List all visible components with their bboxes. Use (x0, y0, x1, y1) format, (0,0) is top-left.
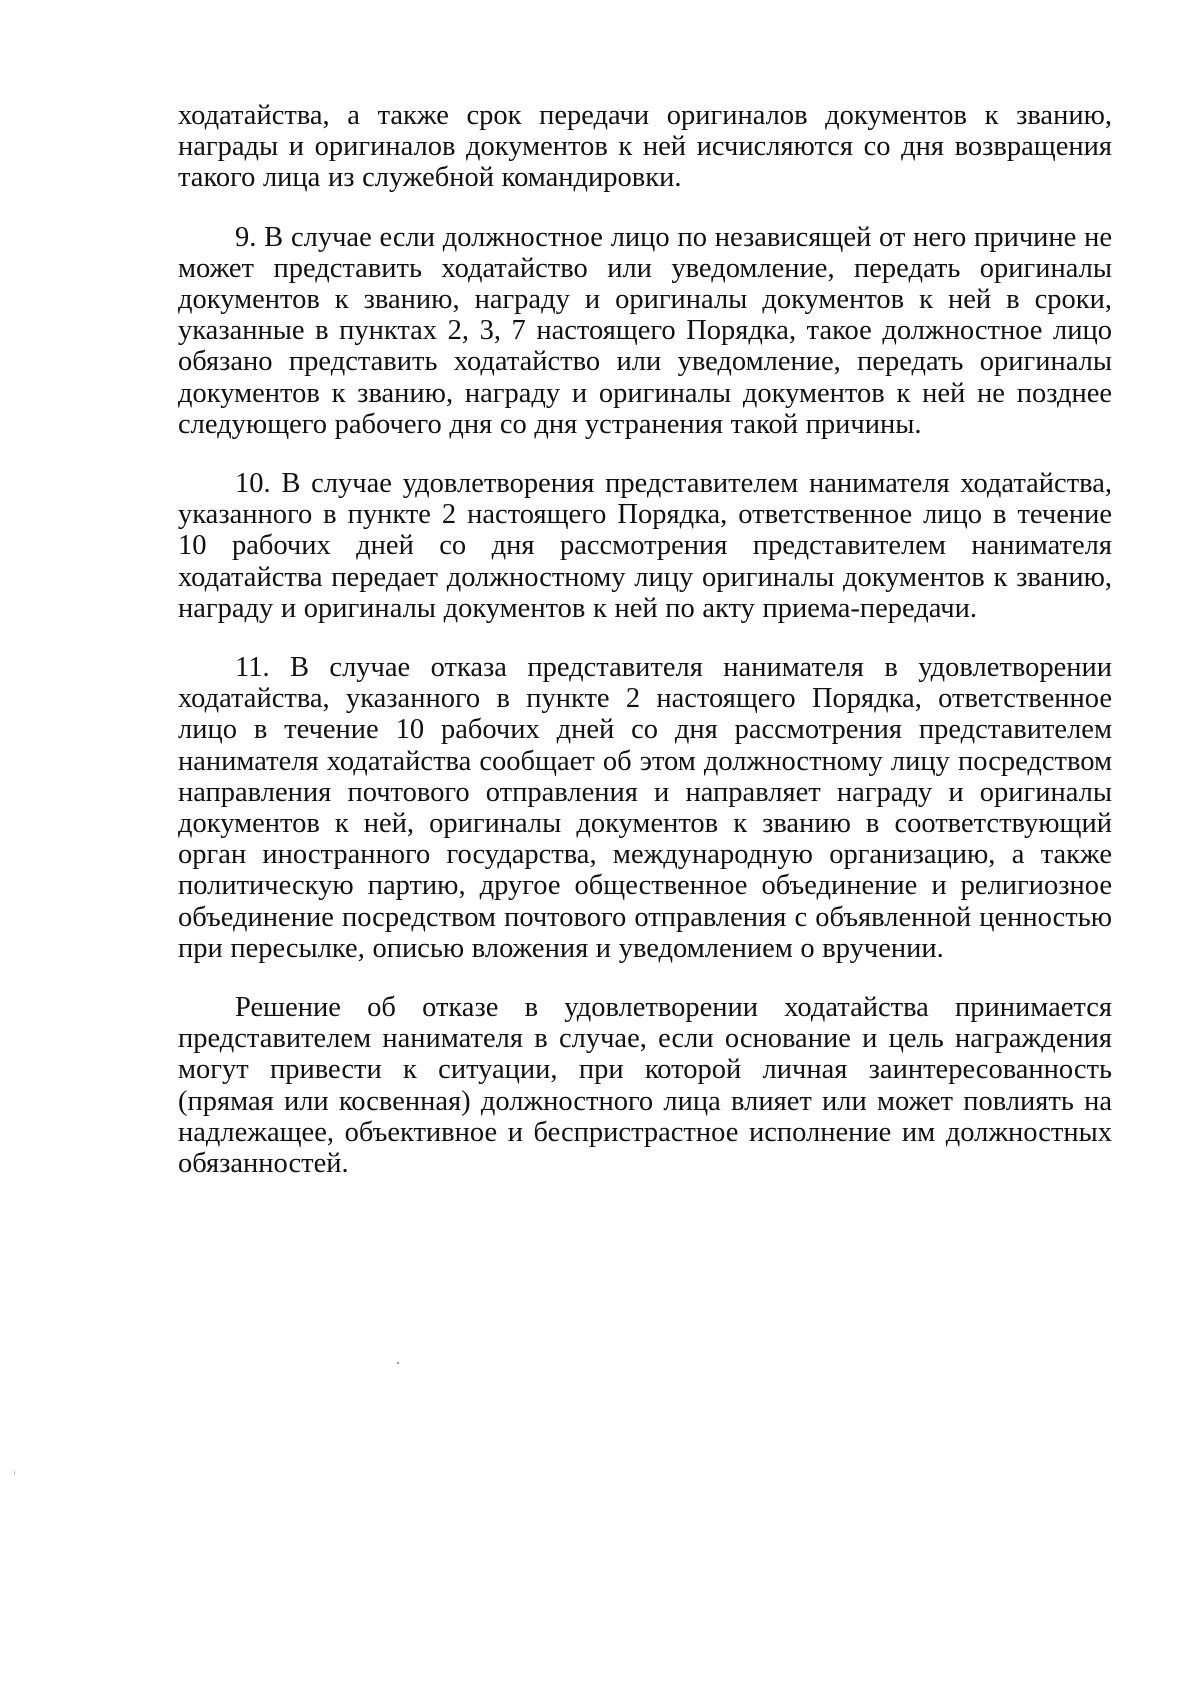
document-body (178, 100, 1112, 1207)
paragraph-refusal-decision: Решение об отказе в удовлетворении ходатайства принимается представителем нанимателя в случае, если основание и цель награждения могут привести к ситуации, при которой личная заинтересованность (прямая или косвенная) должностного лица влияет или может повлиять на надлежащее, объективное и беспристрастное исполнение им должностных обязанностей. (178, 992, 1112, 1180)
paragraph-continuation: ходатайства, а также срок передачи оригиналов документов к званию, награды и оригиналов документов к ней исчисляются со дня возвращения такого лица из служебной командировки. (178, 100, 1112, 194)
paragraph-item-11: 11. В случае отказа представителя нанимателя в удовлетворении ходатайства, указанного в пункте 2 настоящего Порядка, ответственное лицо в течение 10 рабочих дней со дня рассмотрения представителем нанимателя ходатайства сообщает об этом должностному лицу посредством направления почтового отправления и направляет награду и оригиналы документов к ней, оригиналы документов к званию в соответствующий орган иностранного государства, международную организацию, а также политическую партию, другое общественное объединение и религиозное объединение посредством почтового отправления с объявленной ценностью при пересылке, описью вложения и уведомлением о вручении. (178, 652, 1112, 964)
paragraph-item-9: 9. В случае если должностное лицо по независящей от него причине не может представить ходатайство или уведомление, передать оригиналы документов к званию, награду и оригиналы документов к ней в сроки, указанные в пунктах 2, 3, 7 настоящего Порядка, такое должностное лицо обязано представить ходатайство или уведомление, передать оригиналы документов к званию, награду и оригиналы документов к ней не позднее следующего рабочего дня со дня устранения такой причины. (178, 221, 1112, 440)
scan-speck (397, 1362, 399, 1364)
scan-speck (14, 1471, 15, 1475)
paragraph-item-10: 10. В случае удовлетворения представителем нанимателя ходатайства, указанного в пункте 2 настоящего Порядка, ответственное лицо в течение 10 рабочих дней со дня рассмотрения представителем нанимателя ходатайства передает должностному лицу оригиналы документов к званию, награду и оригиналы документов к ней по акту приема-передачи. (178, 468, 1112, 624)
